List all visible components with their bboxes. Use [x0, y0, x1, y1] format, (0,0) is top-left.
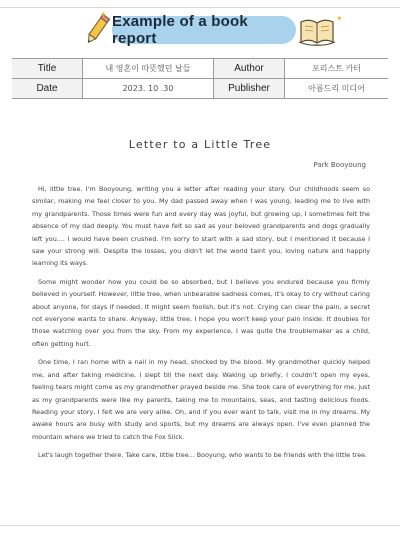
- publisher-label: Publisher: [214, 79, 285, 99]
- info-row-title: [12, 59, 388, 79]
- header-banner: [112, 13, 296, 47]
- report-author: Park Booyoung: [313, 161, 366, 169]
- open-book-icon: [297, 12, 337, 48]
- book-info-table: [12, 58, 388, 99]
- report-body: [32, 183, 370, 468]
- sparkle-icon: ✦: [336, 14, 343, 23]
- report-title: Letter to a Little Tree: [128, 138, 272, 151]
- pencil-icon: [82, 12, 112, 48]
- date-value: 2023. 10 .30: [83, 79, 214, 99]
- paragraph: Hi, little tree. I'm Booyoung, writing you a letter after reading your story. Our childhoods seem so similar, making me feel closer to you. My dad passed away when I was young, leading me to live with my grandparents. Those times were fun and every day was joyful, but growing up, I sometimes felt the absence of my dad deeply. You must have felt so sad as your beloved grandparents and dogs gradually left you.... I would have been crushed. I'm sorry to start with a sad story, but I mentioned it because I saw your strong will. Despite the losses, you didn't let the world taint you, loving nature and happily learning its ways.: [32, 185, 370, 268]
- date-label: Date: [12, 79, 83, 99]
- info-row-date: [12, 79, 388, 99]
- bottom-divider: [0, 525, 400, 526]
- paragraph: One time, I ran home with a nail in my head, shocked by the blood. My grandmother quickly helped me, and after taking medicine, I slept till the next day. Waking up briefly, I couldn't open my eyes, feeling tears might come as my grandmother prayed beside me. She took care of everything for me, just as my grandparents were like my parents, taking me to mountains, seas, and tasting delicious foods. Reading your story, I felt we are very alike. Oh, and if you ever want to talk, visit me in my dreams. My awake hours are busy with study and sports, but my dreams are always open. I've even planned the mountain where we tried to catch the Fox Slick.: [32, 358, 370, 441]
- paragraph: Some might wonder how you could be so absorbed, but I believe you endured because you firmly believed in yourself. However, little tree, when unbearable sadness comes, it's okay to cry without caring about anyone, for days if needed. It might seem foolish, but it's not. Crying can clear the pain, a secret not everyone wants to share. Anyway, little tree, I hope you won't keep your pain inside. It doubles for those watching over you from the sky. From my experience, I was quite the troublemaker as a child, often getting hurt.: [32, 277, 370, 348]
- page-title: Example of a book report: [112, 13, 248, 47]
- author-label: Author: [214, 59, 285, 79]
- title-label: Title: [12, 59, 83, 79]
- publisher-value: 아름드리 미디어: [285, 79, 389, 99]
- paragraph: Let's laugh together there. Take care, little tree... Booyung, who wants to be friends with the little tree.: [38, 451, 368, 460]
- sparkle-icon: ✦: [100, 10, 107, 19]
- title-value: 내 영혼이 따뜻했던 날들: [83, 59, 214, 79]
- author-value: 포리스트 카터: [285, 59, 389, 79]
- top-divider: [0, 7, 400, 8]
